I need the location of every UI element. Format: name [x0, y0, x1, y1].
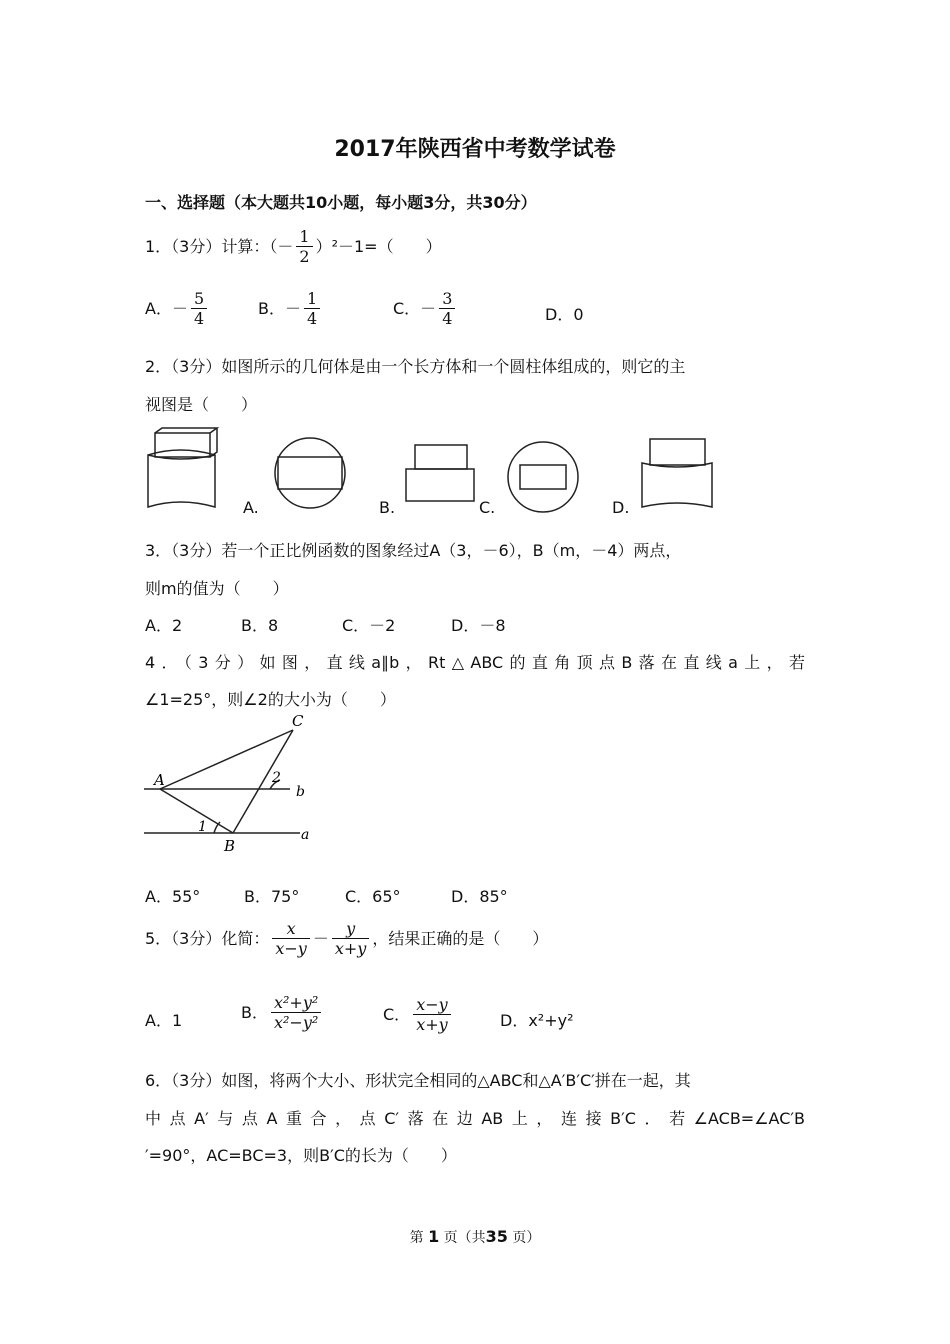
q1-fraction — [296, 228, 312, 267]
q5-stem-pre: 5．（3分）化简： — [145, 929, 270, 948]
q5-c-label: C． — [383, 1005, 411, 1024]
q4-option-c: C．65° — [345, 887, 401, 906]
q1-c-label: C．－ — [393, 299, 437, 318]
footer-post: 页） — [512, 1230, 541, 1246]
q4-option-d: D．85° — [451, 887, 508, 906]
q5-stem-post: ，结果正确的是（ ） — [372, 929, 549, 948]
q5-option-d: D．x²+y² — [500, 1011, 574, 1030]
q5-c-num: x−y — [416, 995, 448, 1014]
q1-b-den: 4 — [304, 308, 320, 329]
footer-page-number: 1 — [428, 1227, 440, 1246]
q5-minus: － — [312, 929, 329, 948]
q5-c-fraction — [413, 996, 450, 1035]
q4-stem-line1: 4．（3分）如图，直线a∥b，Rt△ABC的直角顶点B落在直线a上，若 — [145, 653, 805, 672]
q1-stem-pre: 1．（3分）计算：（－ — [145, 237, 294, 256]
q4-stem-line2: ∠1=25°，则∠2的大小为（ ） — [145, 690, 396, 709]
q2-option-d-figure — [642, 439, 712, 507]
q5-option-c — [383, 996, 454, 1035]
q5-fraction-2 — [332, 920, 369, 959]
q2-option-d-label: D. — [612, 498, 630, 517]
q2-figures — [140, 425, 740, 520]
q2-solid-figure — [148, 428, 217, 507]
page-footer — [0, 1227, 950, 1247]
q1-a-label: A．－ — [145, 299, 188, 318]
footer-pre: 第 — [409, 1230, 424, 1246]
page-title: 2017年陕西省中考数学试卷 — [334, 137, 616, 162]
label-angle-2: 2 — [272, 770, 281, 786]
q1-frac-den: 2 — [296, 246, 312, 267]
q6-stem-line3: ′=90°，AC=BC=3，则B′C的长为（ ） — [145, 1146, 457, 1165]
q1-c-num: 3 — [442, 289, 453, 308]
q1-c-den: 4 — [439, 308, 455, 329]
q5-f1-den: x−y — [272, 938, 309, 959]
q1-option-d: D．0 — [545, 305, 584, 324]
q5-f2-num: y — [346, 919, 356, 938]
q1-a-fraction — [191, 290, 207, 329]
q5-f1-num: x — [286, 919, 296, 938]
label-c: C — [292, 712, 304, 730]
q1-a-num: 5 — [193, 289, 205, 308]
q1-a-den: 4 — [191, 308, 207, 329]
q3-option-a: A．2 — [145, 616, 183, 635]
q5-b-fraction — [271, 994, 321, 1033]
label-a: A — [154, 771, 165, 789]
q5-fraction-1 — [272, 920, 309, 959]
footer-mid: 页（共 — [443, 1230, 486, 1246]
q5-option-a: A．1 — [145, 1011, 183, 1030]
q3-stem-line1: 3．（3分）若一个正比例函数的图象经过A（3，－6），B（m，－4）两点， — [145, 541, 682, 560]
q5-b-den: x²−y² — [271, 1012, 321, 1033]
q4-option-a: A．55° — [145, 887, 201, 906]
q2-option-c-figure — [508, 442, 578, 512]
q2-option-b-figure — [406, 445, 474, 501]
q1-frac-num: 1 — [299, 227, 310, 246]
q5-stem — [145, 920, 548, 959]
q4-figure — [140, 712, 330, 857]
segment-ab — [160, 789, 233, 833]
q1-b-fraction — [304, 290, 320, 329]
section-heading: 一、选择题（本大题共10小题，每小题3分，共30分） — [145, 193, 537, 212]
segment-bc — [233, 730, 293, 833]
q1-option-b — [258, 290, 323, 329]
q1-option-c — [393, 290, 458, 329]
q1-c-fraction — [439, 290, 455, 329]
q2-option-a-figure — [275, 438, 345, 508]
q3-stem-line2: 则m的值为（ ） — [145, 579, 289, 598]
label-b: B — [224, 837, 236, 855]
label-line-b: b — [296, 784, 305, 800]
q5-b-label: B． — [241, 1003, 268, 1022]
q1-b-label: B．－ — [258, 299, 301, 318]
q5-b-num: x²+y² — [273, 993, 319, 1012]
q4-option-b: B．75° — [244, 887, 300, 906]
label-line-a: a — [301, 827, 310, 843]
q1-stem — [145, 228, 442, 267]
q2-stem-line1: 2．（3分）如图所示的几何体是由一个长方体和一个圆柱体组成的，则它的主 — [145, 357, 686, 376]
q2-option-b-label: B. — [379, 498, 396, 517]
footer-total-pages: 35 — [485, 1227, 508, 1246]
q1-stem-post: ）²－1=（ ） — [315, 237, 442, 256]
q5-c-den: x+y — [413, 1014, 450, 1035]
q6-stem-line1: 6．（3分）如图，将两个大小、形状完全相同的△ABC和△A′B′C′拼在一起，其 — [145, 1071, 691, 1090]
q3-option-c: C．－2 — [342, 616, 396, 635]
q6-stem-line2: 中点A′与点A重合，点C′落在边AB上，连接B′C．若∠ACB=∠AC′B — [145, 1109, 805, 1128]
label-angle-1: 1 — [198, 819, 207, 835]
q5-option-b — [241, 994, 324, 1033]
q2-option-c-label: C. — [479, 498, 496, 517]
q2-stem-line2: 视图是（ ） — [145, 395, 258, 414]
q3-option-b: B．8 — [241, 616, 279, 635]
q5-f2-den: x+y — [332, 938, 369, 959]
q1-b-num: 1 — [306, 289, 318, 308]
q3-option-d: D．－8 — [451, 616, 506, 635]
q2-option-a-label: A. — [243, 498, 259, 517]
q1-option-a — [145, 290, 210, 329]
